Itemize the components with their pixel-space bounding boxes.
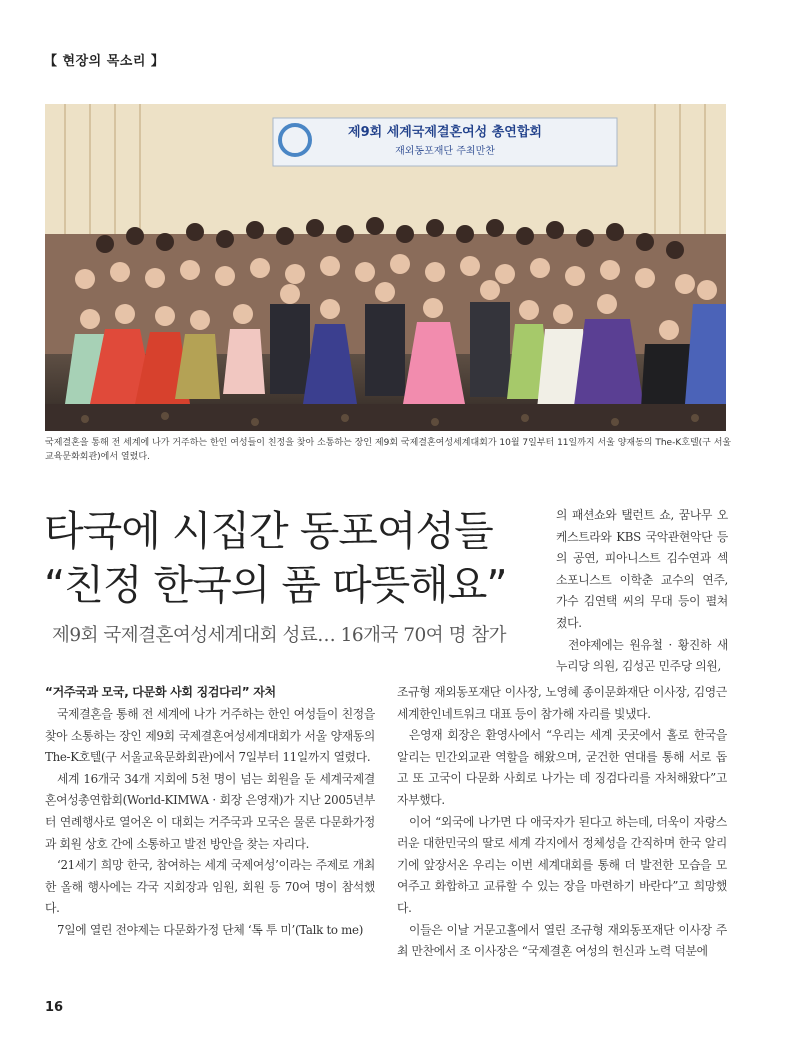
banner-title: 제9회 세계국제결혼여성 총연합회 bbox=[348, 125, 542, 140]
right-column bbox=[397, 682, 727, 963]
right-top-column bbox=[556, 505, 728, 678]
section-tag: 【 현장의 목소리 】 bbox=[44, 54, 165, 69]
subtitle: 제9회 국제결혼여성세계대회 성료… 16개국 70여 명 참가 bbox=[52, 625, 507, 646]
right-paragraph-3: 이어 “외국에 나가면 다 애국자가 된다고 하는데, 더욱이 자랑스러운 대한민국의 딸로 세계 각지에서 정체성을 간직하며 한국 알리기에 앞장서온 우리는 이번 세계대회를 통해 더 발전한 모습을 모여주고 화합하고 교류할 수 있는 장을 마련하기 바란다”고 희망했다. bbox=[397, 814, 727, 915]
right-paragraph-4: 이들은 이날 거문고홀에서 열린 조규형 재외동포재단 이사장 주최 만찬에서 조 이사장은 “국제결혼 여성의 헌신과 노력 덕분에 bbox=[397, 922, 727, 959]
left-paragraph-1: 국제결혼을 통해 전 세계에 나가 거주하는 한인 여성들이 친정을 찾아 소통하는 장인 제9회 국제결혼여성세계대회가 서울 양재동의 The-K호텔(구 서울교육문화회관)에서 7일부터 11일까지 열렸다. bbox=[45, 707, 375, 765]
left-paragraph-3: ‘21세기 희망 한국, 참여하는 세계 국제여성’이라는 주제로 개최한 올해 행사에는 각국 지회장과 임원, 회원 등 70여 명이 참석했다. bbox=[45, 858, 375, 916]
page-number: 16 bbox=[45, 1000, 64, 1015]
right-paragraph-1: 조규형 재외동포재단 이사장, 노영혜 종이문화재단 이사장, 김영근 세계한인네트워크 대표 등이 참가해 자리를 빛냈다. bbox=[397, 685, 727, 721]
headline-line1: 타국에 시집간 동포여성들 bbox=[44, 507, 493, 555]
section-subhead: “거주국과 모국, 다문화 사회 징검다리” 자처 bbox=[45, 685, 276, 699]
headline-line2: “친정 한국의 품 따뜻해요” bbox=[44, 561, 507, 609]
right-top-paragraph-1: 의 패션쇼와 탤런트 쇼, 꿈나무 오케스트라와 KBS 국악관현악단 등의 공연, 피아니스트 김수연과 섹소포니스트 이학춘 교수의 연주, 가수 김연택 씨의 무대 등이 펼쳐졌다. bbox=[556, 508, 728, 630]
banner-subtitle: 재외동포재단 주최만찬 bbox=[395, 146, 495, 157]
headline bbox=[44, 504, 544, 612]
left-paragraph-4: 7일에 열린 전야제는 다문화가정 단체 ‘톡 투 미’(Talk to me) bbox=[57, 922, 364, 937]
right-top-paragraph-2: 전야제에는 원유철 · 황진하 새누리당 의원, 김성곤 민주당 의원, bbox=[556, 637, 728, 674]
right-paragraph-2: 은영재 회장은 환영사에서 “우리는 세계 곳곳에서 홀로 한국을 알리는 민간외교관 역할을 해왔으며, 굳건한 연대를 통해 서로 돕고 또 고국이 다문화 사회로 나가는 데 징검다리를 자처해왔다”고 자부했다. bbox=[397, 728, 727, 807]
left-paragraph-2: 세계 16개국 34개 지회에 5천 명이 넘는 회원을 둔 세계국제결혼여성총연합회(World-KIMWA · 회장 은영재)가 지난 2005년부터 연례행사로 열어온 이 대회는 거주국과 모국은 물론 다문화가정과 회원 상호 간에 소통하고 발전 방안을 찾는 자리다. bbox=[45, 771, 375, 851]
group-photo bbox=[45, 104, 726, 431]
left-column bbox=[45, 682, 375, 942]
photo-caption: 국제결혼을 통해 전 세계에 나가 거주하는 한인 여성들이 친정을 찾아 소통하는 장인 제9회 국제결혼여성세계대회가 10월 7일부터 11일까지 서울 양재동의 The-K호텔(구 서울교육문화회관)에서 열렸다. bbox=[45, 438, 732, 462]
